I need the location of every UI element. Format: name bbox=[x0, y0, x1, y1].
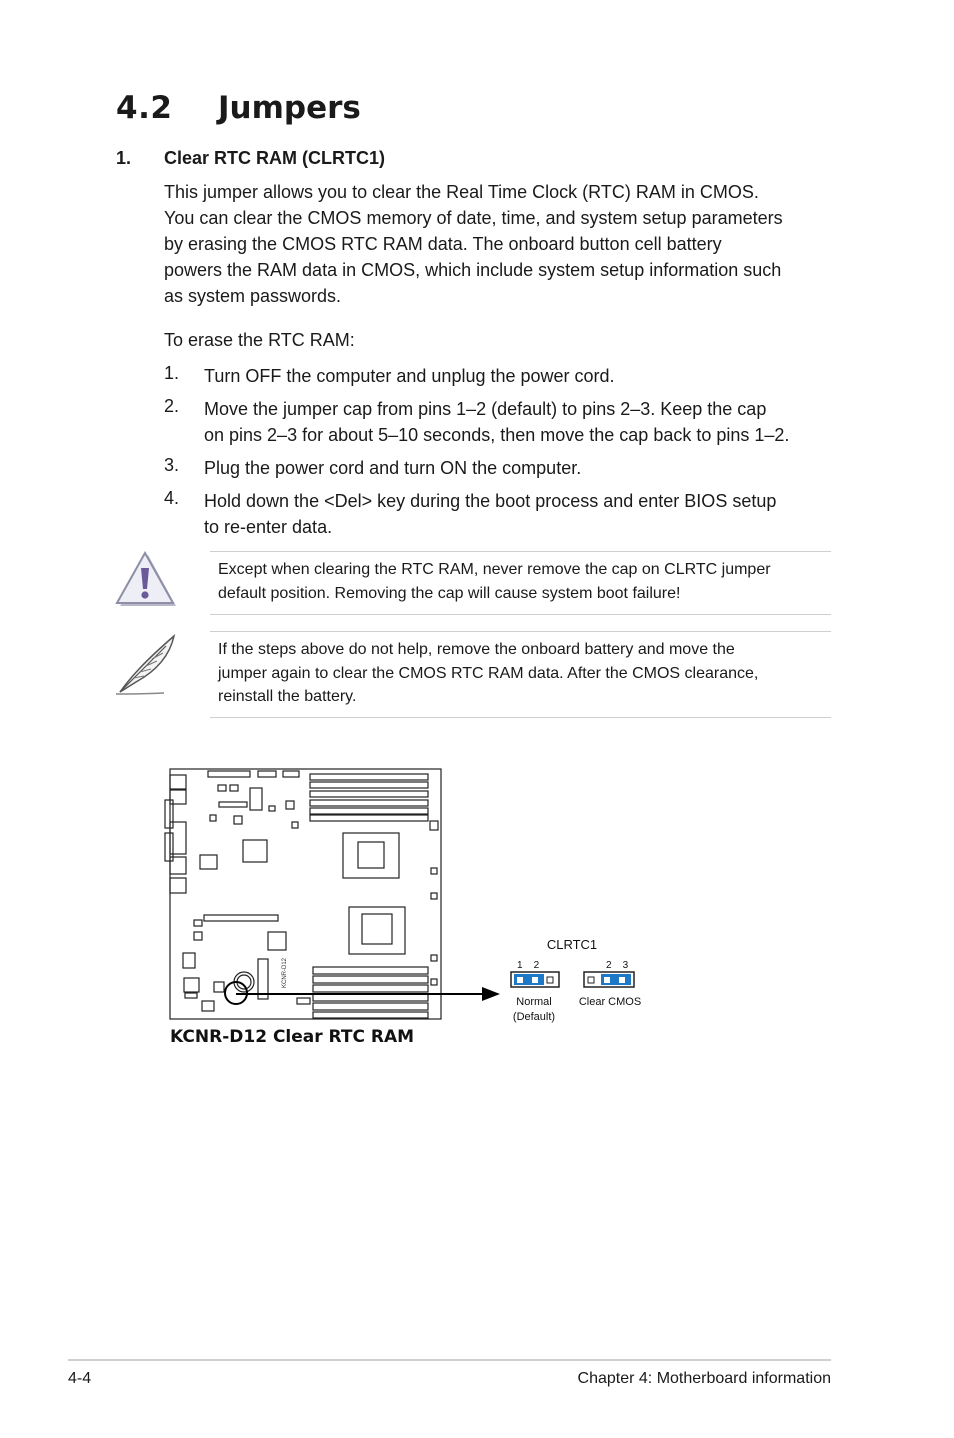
tip-note bbox=[210, 631, 831, 718]
step-line: Move the jumper cap from pins 1–2 (default) to pins 2–3. Keep the cap bbox=[204, 399, 767, 419]
step-line: to re-enter data. bbox=[204, 517, 333, 537]
step-number: 3. bbox=[164, 455, 180, 475]
steps-intro: To erase the RTC RAM: bbox=[164, 330, 355, 350]
tip-line: If the steps above do not help, remove the onboard battery and move the bbox=[218, 641, 735, 658]
step-line: Plug the power cord and turn ON the computer. bbox=[204, 458, 582, 478]
description-line: by erasing the CMOS RTC RAM data. The onboard button cell battery bbox=[164, 234, 722, 254]
warning-icon bbox=[114, 551, 178, 609]
warning-text bbox=[218, 558, 824, 605]
tip-line: jumper again to clear the CMOS RTC RAM data. After the CMOS clearance, bbox=[218, 664, 759, 682]
chapter-title: Chapter 4: Motherboard information bbox=[577, 1370, 831, 1387]
section-number: 4.2 bbox=[116, 90, 173, 126]
description-line: powers the RAM data in CMOS, which include system setup information such bbox=[164, 260, 782, 280]
step-line: Turn OFF the computer and unplug the power cord. bbox=[204, 366, 615, 386]
normal-label: Normal bbox=[516, 996, 552, 1008]
normal-pin-numbers: 1 2 bbox=[517, 960, 540, 971]
diagram-caption: KCNR-D12 Clear RTC RAM bbox=[170, 1027, 415, 1047]
step-text bbox=[204, 363, 836, 389]
board-model-label: KCNR-D12 bbox=[282, 957, 288, 988]
step-line: on pins 2–3 for about 5–10 seconds, then move the cap back to pins 1–2. bbox=[204, 425, 790, 445]
motherboard-diagram bbox=[160, 760, 660, 1050]
step-text bbox=[204, 396, 836, 448]
item-number: 1. bbox=[116, 148, 132, 168]
normal-jumper bbox=[511, 972, 559, 987]
step-number: 2. bbox=[164, 396, 180, 416]
item-title: Clear RTC RAM (CLRTC1) bbox=[164, 148, 386, 168]
warning-line: Except when clearing the RTC RAM, never remove the cap on CLRTC jumper bbox=[218, 561, 771, 578]
step-line: Hold down the <Del> key during the boot process and enter BIOS setup bbox=[204, 491, 777, 511]
description-line: This jumper allows you to clear the Real Time Clock (RTC) RAM in CMOS. bbox=[164, 182, 759, 202]
default-label: (Default) bbox=[512, 1011, 556, 1023]
description-line: You can clear the CMOS memory of date, time, and system setup parameters bbox=[164, 208, 783, 228]
item-description bbox=[164, 179, 836, 309]
tip-text bbox=[218, 638, 824, 709]
tip-line: reinstall the battery. bbox=[218, 688, 357, 705]
feather-pen-icon bbox=[114, 632, 182, 698]
step-number: 1. bbox=[164, 363, 180, 383]
section-title: Jumpers bbox=[218, 90, 361, 126]
step-number: 4. bbox=[164, 488, 180, 508]
clear-pin-numbers: 2 3 bbox=[606, 960, 629, 971]
jumper-name: CLRTC1 bbox=[546, 937, 598, 952]
step-text bbox=[204, 455, 836, 481]
clear-cmos-label: Clear CMOS bbox=[578, 996, 642, 1008]
warning-line: default position. Removing the cap will cause system boot failure! bbox=[218, 584, 681, 602]
footer-divider bbox=[68, 1359, 831, 1361]
clear-cmos-jumper bbox=[584, 972, 634, 987]
step-text bbox=[204, 488, 836, 540]
warning-note bbox=[210, 551, 831, 615]
page-number: 4-4 bbox=[68, 1370, 92, 1387]
description-line: as system passwords. bbox=[164, 286, 342, 306]
